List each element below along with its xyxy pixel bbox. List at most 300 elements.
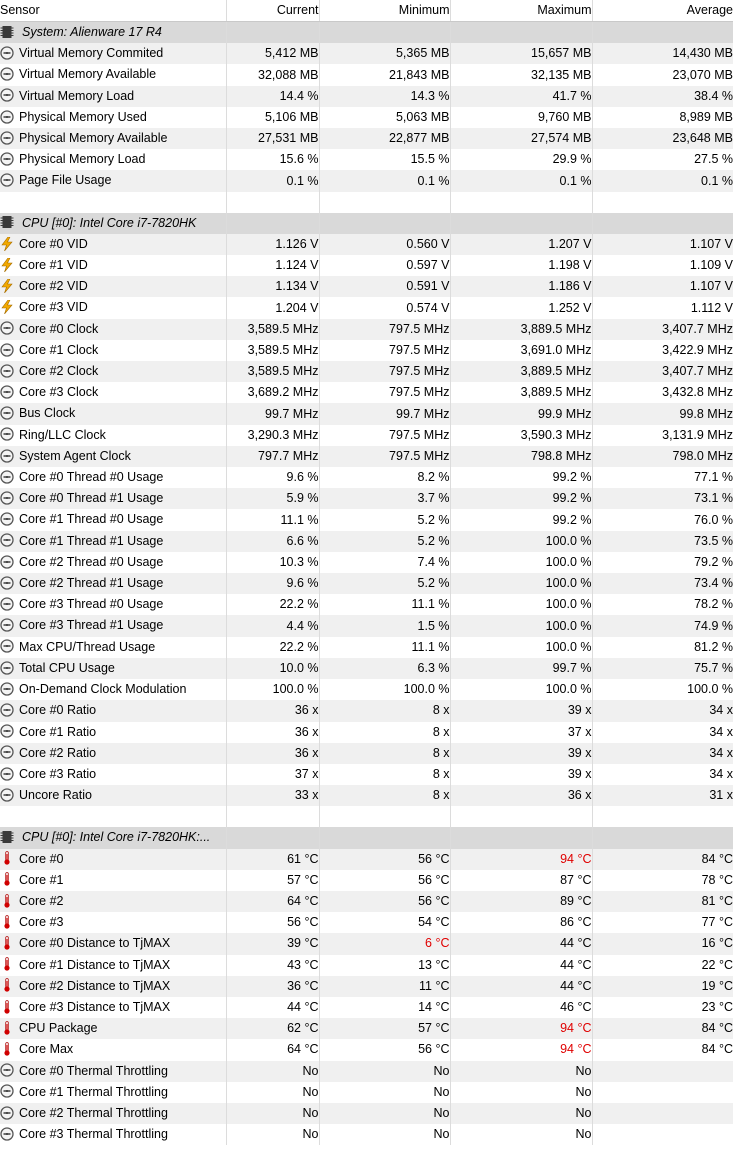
value-maximum: 3,590.3 MHz	[450, 425, 592, 446]
gauge-icon	[0, 1084, 14, 1098]
value-minimum: 56 °C	[319, 870, 450, 891]
gauge-icon	[0, 470, 14, 484]
sensor-name	[0, 785, 226, 806]
sensor-name	[0, 86, 226, 107]
value-current: 36 x	[226, 722, 319, 743]
sensor-name	[0, 509, 226, 530]
value-maximum: 94 °C	[450, 1039, 592, 1060]
group-empty-cell	[592, 213, 733, 234]
value-maximum: 46 °C	[450, 997, 592, 1018]
sensor-row[interactable]	[0, 531, 733, 552]
value-current: 56 °C	[226, 912, 319, 933]
value-current: 61 °C	[226, 849, 319, 870]
value-maximum: 1.186 V	[450, 276, 592, 297]
value-minimum: 100.0 %	[319, 679, 450, 700]
sensor-row[interactable]	[0, 1018, 733, 1039]
value-minimum: 8.2 %	[319, 467, 450, 488]
value-average	[592, 1061, 733, 1082]
value-minimum: 0.591 V	[319, 276, 450, 297]
column-header-average[interactable]: Average	[592, 0, 733, 22]
value-maximum: 3,889.5 MHz	[450, 361, 592, 382]
value-minimum: 11.1 %	[319, 637, 450, 658]
group-empty-cell	[450, 213, 592, 234]
thermometer-icon	[0, 1021, 14, 1035]
group-empty-cell	[226, 213, 319, 234]
sensor-name	[0, 276, 226, 297]
thermometer-icon	[0, 915, 14, 929]
voltage-icon	[0, 279, 14, 293]
sensor-row[interactable]	[0, 425, 733, 446]
spacer-row	[0, 192, 733, 213]
value-current: 5,106 MB	[226, 107, 319, 128]
sensor-name	[0, 1103, 226, 1124]
sensor-row[interactable]	[0, 722, 733, 743]
value-maximum: 44 °C	[450, 976, 592, 997]
value-current: 36 x	[226, 700, 319, 721]
sensor-row[interactable]	[0, 552, 733, 573]
sensor-name	[0, 679, 226, 700]
sensor-label: Core #3 Thread #1 Usage	[19, 618, 164, 633]
value-current: 1.204 V	[226, 297, 319, 318]
value-maximum: 99.2 %	[450, 509, 592, 530]
sensor-label: Core #2	[19, 894, 64, 909]
sensor-label: Core #3 Clock	[19, 385, 99, 400]
sensor-name	[0, 425, 226, 446]
value-current: 9.6 %	[226, 573, 319, 594]
gauge-icon	[0, 406, 14, 420]
sensor-name	[0, 64, 226, 85]
sensor-label: Core #1 Ratio	[19, 724, 97, 739]
sensor-row[interactable]	[0, 107, 733, 128]
value-current: 0.1 %	[226, 170, 319, 191]
value-maximum: 27,574 MB	[450, 128, 592, 149]
value-minimum: 797.5 MHz	[319, 340, 450, 361]
value-maximum: No	[450, 1103, 592, 1124]
group-empty-cell	[319, 213, 450, 234]
sensor-name	[0, 764, 226, 785]
sensor-row[interactable]	[0, 43, 733, 64]
sensor-row[interactable]	[0, 234, 733, 255]
value-current: 11.1 %	[226, 509, 319, 530]
sensor-row[interactable]	[0, 170, 733, 191]
spacer-cell	[319, 192, 450, 213]
sensor-row[interactable]	[0, 955, 733, 976]
sensor-name	[0, 340, 226, 361]
sensor-name	[0, 997, 226, 1018]
value-current: 3,589.5 MHz	[226, 340, 319, 361]
sensor-row[interactable]	[0, 658, 733, 679]
sensor-name	[0, 234, 226, 255]
value-minimum: 56 °C	[319, 1039, 450, 1060]
spacer-row	[0, 806, 733, 827]
value-average: 73.5 %	[592, 531, 733, 552]
thermometer-icon	[0, 872, 14, 886]
value-minimum: 8 x	[319, 700, 450, 721]
value-minimum: 54 °C	[319, 912, 450, 933]
sensor-label: Core #1 Distance to TjMAX	[19, 957, 171, 972]
value-average: 81.2 %	[694, 639, 733, 654]
sensor-row[interactable]	[0, 700, 733, 721]
sensor-label: Core #3 Distance to TjMAX	[19, 1000, 171, 1015]
sensor-name	[0, 658, 226, 679]
sensor-name	[0, 382, 226, 403]
value-average: 81 °C	[592, 891, 733, 912]
value-maximum: 3,889.5 MHz	[450, 382, 592, 403]
value-minimum: 8 x	[319, 785, 450, 806]
sensor-label: Core #1 VID	[19, 258, 88, 273]
sensor-row[interactable]	[0, 679, 733, 700]
group-empty-cell	[450, 827, 592, 848]
column-header-maximum[interactable]: Maximum	[450, 0, 592, 22]
sensor-row[interactable]	[0, 870, 733, 891]
group-label-text: CPU [#0]: Intel Core i7-7820HK	[22, 215, 197, 230]
value-maximum: 99.2 %	[450, 467, 592, 488]
gauge-icon	[0, 618, 14, 632]
value-average: 3,407.7 MHz	[592, 319, 733, 340]
gauge-icon	[0, 1127, 14, 1141]
sensor-row[interactable]	[0, 297, 733, 318]
value-minimum: 15.5 %	[319, 149, 450, 170]
gauge-icon	[0, 1063, 14, 1077]
value-maximum: 99.9 MHz	[450, 403, 592, 424]
value-average: 798.0 MHz	[592, 446, 733, 467]
column-header-current[interactable]: Current	[226, 0, 319, 22]
value-minimum: 1.5 %	[319, 615, 450, 636]
sensor-label: Physical Memory Load	[19, 152, 146, 167]
value-minimum: 797.5 MHz	[319, 361, 450, 382]
value-current: 22.2 %	[226, 594, 319, 615]
sensor-label: Core #1 Thread #1 Usage	[19, 533, 164, 548]
sensor-row[interactable]	[0, 64, 733, 85]
value-maximum: 798.8 MHz	[450, 446, 592, 467]
value-average: 3,432.8 MHz	[662, 385, 733, 400]
sensor-row[interactable]	[0, 1103, 733, 1124]
value-current: 9.6 %	[226, 467, 319, 488]
value-current: 797.7 MHz	[226, 446, 319, 467]
value-average: 22 °C	[701, 957, 733, 972]
value-current: 3,290.3 MHz	[226, 425, 319, 446]
thermometer-icon	[0, 1000, 14, 1014]
value-minimum: 21,843 MB	[319, 64, 450, 85]
value-maximum: 87 °C	[450, 870, 592, 891]
value-average: 14,430 MB	[592, 43, 733, 64]
sensor-name	[0, 976, 226, 997]
value-current: 36 x	[226, 743, 319, 764]
sensor-row[interactable]	[0, 382, 733, 403]
sensor-row[interactable]	[0, 1061, 733, 1082]
value-current: 10.0 %	[226, 658, 319, 679]
sensor-label: Max CPU/Thread Usage	[19, 639, 156, 654]
sensor-row[interactable]	[0, 255, 733, 276]
value-maximum: 89 °C	[450, 891, 592, 912]
value-minimum: 0.1 %	[319, 170, 450, 191]
value-average: 34 x	[592, 743, 733, 764]
sensor-row[interactable]	[0, 446, 733, 467]
column-header-minimum[interactable]: Minimum	[319, 0, 450, 22]
group-empty-cell	[592, 827, 733, 848]
sensor-row[interactable]	[0, 615, 733, 636]
gauge-icon	[0, 110, 14, 124]
sensor-label: Core #2 Thermal Throttling	[19, 1106, 168, 1121]
sensor-row[interactable]	[0, 340, 733, 361]
value-current: 10.3 %	[226, 552, 319, 573]
sensor-row[interactable]	[0, 573, 733, 594]
sensor-label: Core #2 Ratio	[19, 745, 97, 760]
sensor-label: Virtual Memory Available	[19, 67, 157, 82]
sensor-name	[0, 531, 226, 552]
thermometer-icon	[0, 851, 14, 865]
sensor-name	[0, 912, 226, 933]
sensor-label: Core #1 Thermal Throttling	[19, 1084, 168, 1099]
chip-icon	[0, 25, 14, 39]
value-current: 32,088 MB	[226, 64, 319, 85]
gauge-icon	[0, 661, 14, 675]
value-maximum: 100.0 %	[450, 679, 592, 700]
sensor-row[interactable]	[0, 128, 733, 149]
sensor-name	[0, 403, 226, 424]
spacer-cell	[226, 192, 319, 213]
sensor-row[interactable]	[0, 1082, 733, 1103]
value-maximum: 1.198 V	[450, 255, 592, 276]
value-average: 23,648 MB	[592, 128, 733, 149]
value-maximum: No	[450, 1124, 592, 1145]
sensor-label: Core #0 Ratio	[19, 703, 97, 718]
sensor-row[interactable]	[0, 1124, 733, 1145]
value-average: 79.2 %	[694, 554, 733, 569]
sensor-row[interactable]	[0, 86, 733, 107]
thermometer-icon	[0, 978, 14, 992]
sensor-row[interactable]	[0, 149, 733, 170]
group-header-label	[0, 213, 226, 234]
sensor-row[interactable]	[0, 361, 733, 382]
gauge-icon	[0, 173, 14, 187]
spacer-cell	[0, 806, 226, 827]
sensor-name	[0, 446, 226, 467]
value-current: 5.9 %	[226, 488, 319, 509]
value-current: 100.0 %	[226, 679, 319, 700]
value-minimum: 797.5 MHz	[319, 446, 450, 467]
value-current: 99.7 MHz	[226, 403, 319, 424]
sensor-label: Core #1 Clock	[19, 343, 99, 358]
sensor-label: Physical Memory Used	[19, 110, 147, 125]
value-current: 3,589.5 MHz	[226, 319, 319, 340]
chip-icon	[0, 830, 14, 844]
sensor-label: Core #3 Ratio	[19, 767, 97, 782]
gauge-icon	[0, 724, 14, 738]
sensor-row[interactable]	[0, 1039, 733, 1060]
gauge-icon	[0, 131, 14, 145]
value-maximum: 1.207 V	[450, 234, 592, 255]
sensor-name	[0, 955, 226, 976]
value-minimum: 5.2 %	[319, 509, 450, 530]
sensor-name	[0, 573, 226, 594]
gauge-icon	[0, 767, 14, 781]
sensor-row[interactable]	[0, 637, 733, 658]
sensor-name	[0, 297, 226, 318]
group-header-label	[0, 827, 226, 848]
sensor-row[interactable]	[0, 743, 733, 764]
sensor-row[interactable]	[0, 997, 733, 1018]
value-average: 3,131.9 MHz	[662, 427, 733, 442]
spacer-cell	[592, 192, 733, 213]
value-current: 39 °C	[226, 933, 319, 954]
value-minimum: 0.560 V	[319, 234, 450, 255]
sensor-name	[0, 255, 226, 276]
group-empty-cell	[319, 827, 450, 848]
sensor-label: Bus Clock	[19, 406, 76, 421]
value-minimum: 6 °C	[319, 933, 450, 954]
sensor-label: Core #0 VID	[19, 237, 88, 252]
sensor-row[interactable]	[0, 891, 733, 912]
thermometer-icon	[0, 957, 14, 971]
sensor-label: CPU Package	[19, 1021, 98, 1036]
value-current: 1.134 V	[226, 276, 319, 297]
sensor-name	[0, 700, 226, 721]
value-average	[592, 1082, 733, 1103]
value-current: 22.2 %	[226, 637, 319, 658]
sensor-label: Core #0 Distance to TjMAX	[19, 936, 171, 951]
sensor-name	[0, 149, 226, 170]
sensor-label: Virtual Memory Load	[19, 88, 135, 103]
value-current: 62 °C	[226, 1018, 319, 1039]
gauge-icon	[0, 682, 14, 696]
sensor-name	[0, 128, 226, 149]
value-average: 34 x	[592, 700, 733, 721]
sensor-row[interactable]	[0, 764, 733, 785]
group-header-row[interactable]	[0, 22, 733, 44]
sensor-label: Core #2 VID	[19, 279, 88, 294]
value-minimum: 3.7 %	[319, 488, 450, 509]
gauge-icon	[0, 46, 14, 60]
sensor-row[interactable]	[0, 319, 733, 340]
value-minimum: 22,877 MB	[319, 128, 450, 149]
gauge-icon	[0, 597, 14, 611]
value-current: 1.124 V	[226, 255, 319, 276]
value-current: 64 °C	[226, 891, 319, 912]
value-current: 37 x	[226, 764, 319, 785]
value-average: 75.7 %	[592, 658, 733, 679]
value-maximum: 3,889.5 MHz	[450, 319, 592, 340]
gauge-icon	[0, 639, 14, 653]
chip-icon	[0, 215, 14, 229]
gauge-icon	[0, 491, 14, 505]
sensor-row[interactable]	[0, 594, 733, 615]
sensor-label: Core #3 VID	[19, 300, 88, 315]
value-maximum: No	[450, 1061, 592, 1082]
value-minimum: 0.597 V	[319, 255, 450, 276]
gauge-icon	[0, 67, 14, 81]
value-maximum: 44 °C	[450, 933, 592, 954]
sensor-row[interactable]	[0, 467, 733, 488]
sensor-name	[0, 1124, 226, 1145]
spacer-cell	[319, 806, 450, 827]
group-header-row[interactable]	[0, 827, 733, 848]
sensor-row[interactable]	[0, 276, 733, 297]
value-current: No	[226, 1082, 319, 1103]
sensor-row[interactable]	[0, 785, 733, 806]
sensor-label: Core #0 Thread #1 Usage	[19, 491, 164, 506]
value-minimum: No	[319, 1061, 450, 1082]
value-minimum: 56 °C	[319, 891, 450, 912]
value-current: 44 °C	[226, 997, 319, 1018]
group-empty-cell	[450, 22, 592, 44]
value-maximum: 100.0 %	[450, 573, 592, 594]
value-maximum: 0.1 %	[450, 170, 592, 191]
value-maximum: 32,135 MB	[450, 64, 592, 85]
sensor-row[interactable]	[0, 976, 733, 997]
value-average: 77 °C	[701, 915, 733, 930]
value-average	[592, 1124, 733, 1145]
value-maximum: 9,760 MB	[450, 107, 592, 128]
gauge-icon	[0, 1106, 14, 1120]
sensor-row[interactable]	[0, 912, 733, 933]
sensor-name	[0, 170, 226, 191]
value-average: 1.109 V	[689, 258, 733, 273]
gauge-icon	[0, 364, 14, 378]
sensor-row[interactable]	[0, 933, 733, 954]
value-minimum: 0.574 V	[319, 297, 450, 318]
spacer-cell	[226, 806, 319, 827]
value-minimum: 797.5 MHz	[319, 319, 450, 340]
value-current: 33 x	[226, 785, 319, 806]
gauge-icon	[0, 533, 14, 547]
value-minimum: 14.3 %	[319, 86, 450, 107]
value-minimum: 13 °C	[319, 955, 450, 976]
value-average: 84 °C	[592, 1018, 733, 1039]
value-average: 84 °C	[592, 849, 733, 870]
sensor-label: Core #0	[19, 851, 64, 866]
sensor-label: Core #2 Thread #0 Usage	[19, 555, 164, 570]
value-current: 27,531 MB	[226, 128, 319, 149]
value-maximum: 39 x	[450, 743, 592, 764]
value-current: 43 °C	[226, 955, 319, 976]
sensor-row[interactable]	[0, 849, 733, 870]
value-minimum: 5,365 MB	[319, 43, 450, 64]
group-header-row[interactable]	[0, 213, 733, 234]
sensor-name	[0, 933, 226, 954]
sensor-name	[0, 870, 226, 891]
sensor-name	[0, 488, 226, 509]
voltage-icon	[0, 237, 14, 251]
sensor-row[interactable]	[0, 509, 733, 530]
sensor-label: Core #3 Thread #0 Usage	[19, 597, 164, 612]
value-average: 74.9 %	[592, 615, 733, 636]
value-minimum: 5,063 MB	[319, 107, 450, 128]
sensor-name	[0, 615, 226, 636]
value-average: 99.8 MHz	[592, 403, 733, 424]
value-average	[592, 1103, 733, 1124]
value-average: 19 °C	[592, 976, 733, 997]
sensor-label: System Agent Clock	[19, 449, 131, 464]
value-average: 27.5 %	[694, 152, 733, 167]
value-minimum: 14 °C	[319, 997, 450, 1018]
value-minimum: 797.5 MHz	[319, 425, 450, 446]
value-current: 14.4 %	[226, 86, 319, 107]
value-maximum: 39 x	[450, 700, 592, 721]
value-minimum: 5.2 %	[319, 531, 450, 552]
value-maximum: 100.0 %	[450, 594, 592, 615]
column-header-sensor[interactable]: Sensor	[0, 0, 226, 22]
sensor-label: Core Max	[19, 1042, 74, 1057]
group-empty-cell	[319, 22, 450, 44]
sensor-row[interactable]	[0, 403, 733, 424]
gauge-icon	[0, 88, 14, 102]
value-minimum: 57 °C	[319, 1018, 450, 1039]
sensor-row[interactable]	[0, 488, 733, 509]
value-current: 57 °C	[226, 870, 319, 891]
value-average: 78 °C	[701, 872, 733, 887]
value-average: 84 °C	[701, 1042, 733, 1057]
